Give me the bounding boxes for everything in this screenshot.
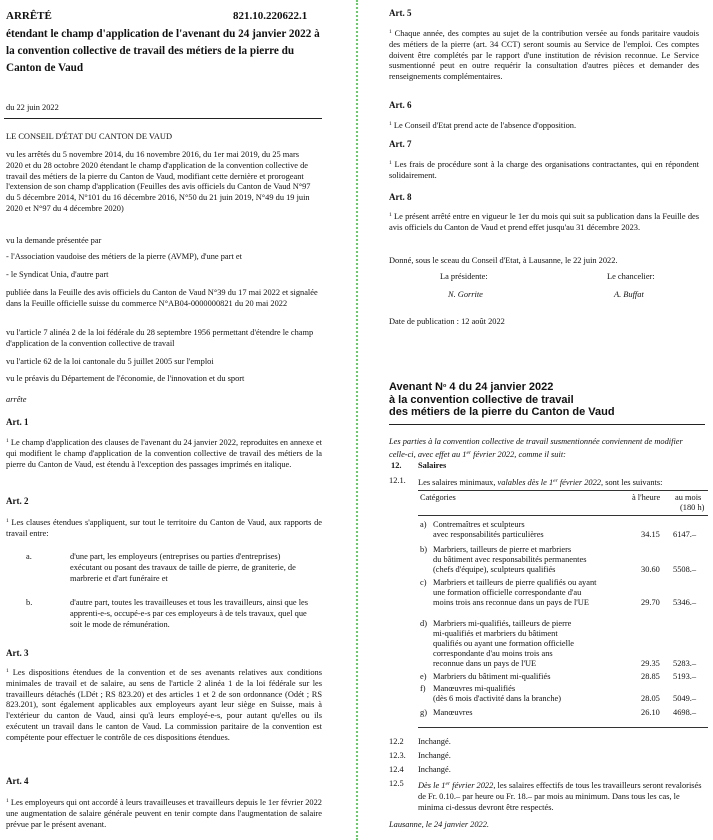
president-label: La présidente: (440, 272, 488, 281)
art-4-body: Les employeurs qui ont accordé à leurs travailleuses et travailleurs depuis le 1er février 2022 une augmentation de salaire générale peuvent en tenir compte dans l'augmentation de salaire prévue par le présent avenant. (6, 798, 322, 829)
party-1: - l'Association vaudoise des métiers de la pierre (AVMP), d'une part et (6, 252, 242, 261)
table-row-monthly: 4698.– (673, 708, 697, 717)
art-7-text (389, 158, 699, 182)
art-8-title: Art. 8 (389, 192, 412, 202)
avenant-rule (389, 424, 705, 425)
table-row-category: Marbriers du bâtiment mi-qualifiés (433, 672, 551, 681)
preamble-vu-4: vu l'article 62 de la loi cantonale du 5 juillet 2005 sur l'emploi (6, 357, 214, 366)
art-2-a: d'une part, les employeurs (entreprises ou parties d'entreprises) exécutant ou posant des travaux de taille de pierre, de graniterie, de marbrerie et d'art funéraire et (70, 552, 296, 583)
art-6-body: Le Conseil d'Etat prend acte de l'absence d'opposition. (393, 121, 577, 130)
table-row-category: Marbriers, tailleurs de pierre et marbriers du bâtiment avec responsabilités permanentes (chefs d'équipe), sculpteurs qualifiés (433, 545, 587, 574)
preamble-vu-3: vu l'article 7 alinéa 2 de la loi fédérale du 28 septembre 1956 permettant d'étendre le champ d'application de la convention collective de travail (6, 328, 314, 348)
table-row-category: Marbriers mi-qualifiés, tailleurs de pierre mi-qualifiés et marbriers du bâtiment qualifiés ou ayant une formation officielle correspondante d'au moins trois ans reconnue dans un pays de l'UE (433, 619, 575, 668)
table-row-monthly: 5049.– (673, 694, 697, 703)
alinea-number: 1 (389, 121, 392, 127)
art-2-b-label: b. (26, 598, 33, 607)
avenant-subtitle-1: à la convention collective de travail (389, 393, 574, 406)
art-5-title: Art. 5 (389, 8, 412, 18)
table-header-categories: Catégories (420, 493, 456, 502)
art-1-title: Art. 1 (6, 417, 29, 427)
authority: LE CONSEIL D'ÉTAT DU CANTON DE VAUD (6, 132, 173, 141)
section-12-2-num: 12.2 (389, 737, 404, 746)
table-row-category: Manœuvres (433, 708, 473, 717)
section-12-2-text: Inchangé. (418, 737, 451, 746)
president-name: N. Gorrite (448, 290, 483, 299)
art-8-body: Le présent arrêté entre en vigueur le 1er du mois qui suit sa publication dans la Feuille des avis officiels du Canton de Vaud et prend effet jusqu'au 31 décembre 2023. (389, 212, 700, 232)
table-header-month: au mois (675, 493, 702, 502)
table-row-key: e) (420, 672, 427, 681)
art-5-text (389, 27, 699, 83)
table-row-key: b) (420, 545, 427, 554)
publication-date: Date de publication : 12 août 2022 (389, 317, 505, 326)
art-5-body: Chaque année, des comptes au sujet de la contribution versée au fonds paritaire vaudois des métiers de la pierre (art. 34 CCT) seront soumis au Service de l'emploi. Ces comptes doivent être complétés par le rapport d'une institution de révision reconnue. Le Service susmentionné peut en outre requérir la consultation d'autres pièces et demander des renseignements complémentaires. (389, 29, 700, 82)
section-12-3-num: 12.3. (389, 751, 406, 760)
art-1-body: Le champ d'application des clauses de l'avenant du 24 janvier 2022, reproduites en annexe et qui modifient le champ d'application de la convention collective de travail des métiers de la pierre du Canton de Vaud, est étendu à l'exception des passages imprimés en italique. (6, 438, 322, 469)
column-divider (356, 0, 358, 840)
avenant-title (389, 380, 709, 419)
alinea-number: 1 (389, 29, 392, 35)
avenant-intro: Les parties à la convention collective de travail susmentionnée conviennent de modifier celle-ci, avec effet au 1er février 2022, comme il suit: (389, 437, 683, 459)
art-3-body: Les dispositions étendues de la convention et de ses avenants relatives aux conditions minimales de travail et de salaire, au sens de l'article 2 alinéa 1 de la loi fédérale sur les travailleurs détachés (LDét ; RS 823.20) et des articles 1 et 2 de son ordonnance (Odét ; RS 823.201), sont également applicables aux employeurs ayant leur siège en Suisse, mais à l'extérieur du canton de Vaud, ainsi qu'à leurs employé-e-s, pour autant qu'elles ou ils exécutent un travail dans le canton de Vaud. La commission paritaire de la convention est compétente pour effectuer le contrôle de ces dispositions étendues. (6, 668, 323, 742)
arrete-word: arrête (6, 395, 27, 404)
section-12-4-text: Inchangé. (418, 765, 451, 774)
preamble-vu-5: vu le préavis du Département de l'économie, de l'innovation et du sport (6, 374, 245, 383)
title-rule (4, 118, 322, 119)
chancellor-label: Le chancelier: (607, 272, 655, 281)
table-top-rule (418, 490, 708, 491)
art-4-text (6, 796, 322, 830)
table-row-hourly: 28.85 (641, 672, 660, 681)
publication-note: publiée dans la Feuille des avis officiels du Canton de Vaud N°39 du 17 mai 2022 et signalée dans la Feuille officielle suisse du commerce N°AB04-0000000821 du 20 mai 2022 (6, 288, 318, 308)
section-12-5-text: Dès le 1er février 2022, les salaires effectifs de tous les travailleurs seront revalorisés de Fr. 0.10.– par heure ou Fr. 18.– par mois au minimum. Dans tous les cas, le minima ci-dessus devront être respectés. (418, 781, 702, 812)
art-8-text (389, 210, 699, 234)
section-12-num: 12. (391, 461, 402, 470)
art-7-title: Art. 7 (389, 139, 412, 149)
party-2: - le Syndicat Unia, d'autre part (6, 270, 109, 279)
doc-type: ARRÊTÉ (6, 10, 52, 22)
alinea-number: 1 (6, 518, 9, 524)
table-header-rule (418, 515, 708, 516)
table-row-hourly: 28.05 (641, 694, 660, 703)
art-4-title: Art. 4 (6, 776, 29, 786)
table-row-key: g) (420, 708, 427, 717)
art-3-title: Art. 3 (6, 648, 29, 658)
section-12-title: Salaires (418, 461, 447, 470)
table-row-key: a) (420, 520, 427, 529)
section-12-3-text: Inchangé. (418, 751, 451, 760)
avenant-subtitle-2: des métiers de la pierre du Canton de Vaud (389, 406, 615, 418)
art-1-text (6, 436, 322, 470)
table-row-monthly: 5508.– (673, 565, 697, 574)
section-12-4-num: 12.4 (389, 765, 404, 774)
table-row-hourly: 26.10 (641, 708, 660, 717)
section-12-5-num: 12.5 (389, 779, 404, 788)
table-row-key: c) (420, 578, 427, 587)
preamble-vu-1: vu les arrêtés du 5 novembre 2014, du 16 novembre 2016, du 1er mai 2019, du 25 mars 2020 et du 28 octobre 2020 étendant le champ d'application de la convention collective de travail des métiers de la pierre du Canton de Vaud, modifiant cette dernière et prorogeant l'extension de son champ d'application (Feuilles des avis officiels du Canton de Vaud N°97 du 5 décembre 2014, N°101 du 16 décembre 2016, N°50 du 21 juin 2019, N°49 du 19 juin 2020 et N°97 du 4 décembre 2020) (6, 150, 311, 213)
preamble-vu-2: vu la demande présentée par (6, 236, 102, 245)
table-row-monthly: 6147.– (673, 530, 697, 539)
art-3-text (6, 666, 322, 744)
table-row-hourly: 34.15 (641, 530, 660, 539)
table-row-category: Marbriers et tailleurs de pierre qualifiés ou ayant une formation officielle correspondante d'au moins trois ans reconnue dans un pays de l'UE (433, 578, 597, 607)
alinea-number: 1 (389, 160, 392, 166)
table-header-hours: (180 h) (680, 503, 705, 512)
table-row-category: Contremaîtres et sculpteurs avec responsabilités particulières (433, 520, 544, 539)
table-bottom-rule (418, 727, 708, 728)
table-row-hourly: 30.60 (641, 565, 660, 574)
art-2-title: Art. 2 (6, 496, 29, 506)
table-row-monthly: 5283.– (673, 659, 697, 668)
table-row-key: f) (420, 684, 426, 693)
table-row-hourly: 29.70 (641, 598, 660, 607)
alinea-number: 1 (6, 438, 9, 444)
section-12-1-num: 12.1. (389, 476, 406, 485)
doc-number: 821.10.220622.1 (233, 10, 308, 22)
table-row-category: Manœuvres mi-qualifiés (dès 6 mois d'activité dans la branche) (433, 684, 562, 703)
section-12-1-text: Les salaires minimaux, valables dès le 1er février 2022, sont les suivants: (418, 478, 663, 487)
alinea-number: 1 (389, 212, 392, 218)
alinea-number: 1 (6, 798, 9, 804)
chancellor-name: A. Buffat (614, 290, 644, 299)
avenant-title-line: Avenant $N^o$ 4 du 24 janvier 2022 (389, 381, 554, 393)
decree-date: du 22 juin 2022 (6, 103, 59, 112)
art-2-b: d'autre part, toutes les travailleuses et tous les travailleurs, ainsi que les apprenti-e-s, occupé-e-s par ces employeurs à de tels travaux, quel que soit le mode de rémunération. (70, 598, 309, 629)
art-2-a-label: a. (26, 552, 32, 561)
art-7-body: Les frais de procédure sont à la charge des organisations contractantes, qui en répondent solidairement. (389, 160, 699, 180)
table-header-hour: à l'heure (632, 493, 661, 502)
art-2-body: Les clauses étendues s'appliquent, sur tout le territoire du Canton de Vaud, aux rapports de travail entre: (6, 518, 322, 538)
table-row-key: d) (420, 619, 427, 628)
table-row-hourly: 29.35 (641, 659, 660, 668)
art-6-title: Art. 6 (389, 100, 412, 110)
art-2-text (6, 516, 322, 540)
table-row-monthly: 5346.– (673, 598, 697, 607)
alinea-number: 1 (6, 668, 9, 674)
place-date-signature: Lausanne, le 24 janvier 2022. (389, 820, 490, 829)
art-6-text (389, 119, 699, 132)
signature-place-date: Donné, sous le sceau du Conseil d'Etat, à Lausanne, le 22 juin 2022. (389, 256, 618, 265)
table-row-monthly: 5193.– (673, 672, 697, 681)
decree-title: étendant le champ d'application de l'avenant du 24 janvier 2022 à la convention collective de travail des métiers de la pierre du Canton de Vaud (6, 28, 320, 74)
